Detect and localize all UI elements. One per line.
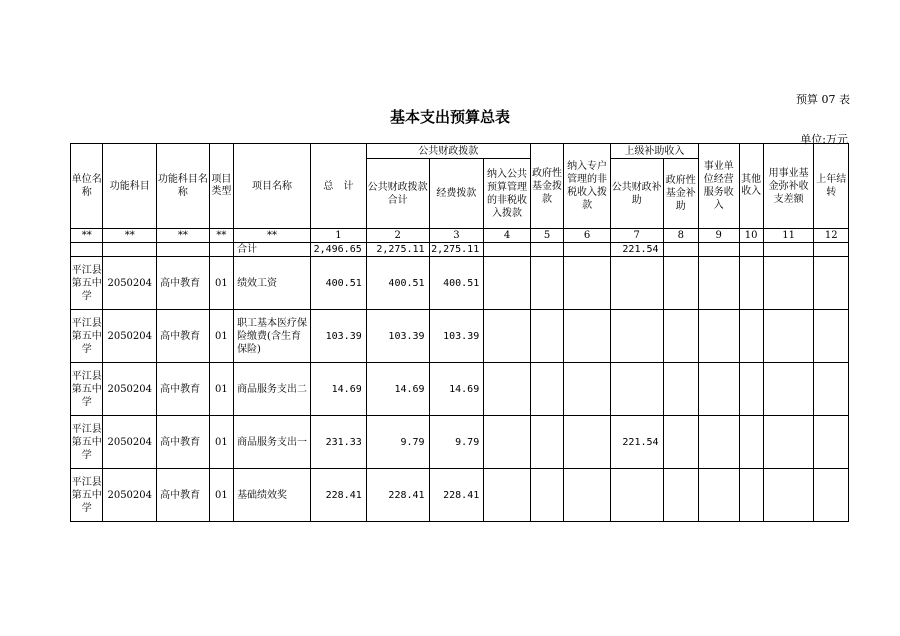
col-number: 3 bbox=[429, 229, 484, 243]
funding-cell: 103.39 bbox=[429, 310, 484, 363]
func-code-cell: 2050204 bbox=[103, 257, 157, 310]
mark-cell: ** bbox=[103, 229, 157, 243]
func-code-cell: 2050204 bbox=[103, 469, 157, 522]
total-amount: 2,496.65 bbox=[311, 243, 367, 257]
header-func-name: 功能科目名称 bbox=[157, 144, 210, 229]
header-business-income: 事业单位经营服务收入 bbox=[698, 144, 739, 229]
public-total-cell: 103.39 bbox=[366, 310, 429, 363]
funding-cell: 228.41 bbox=[429, 469, 484, 522]
header-func-code: 功能科目 bbox=[103, 144, 157, 229]
header-item-name: 项目名称 bbox=[234, 144, 311, 229]
table-row bbox=[71, 310, 849, 363]
header-unit-name: 单位名称 bbox=[71, 144, 103, 229]
func-name-cell: 高中教育 bbox=[157, 469, 210, 522]
mark-cell: ** bbox=[234, 229, 311, 243]
header-public-finance: 公共财政拨款 bbox=[366, 144, 530, 159]
unit-name-cell: 平江县第五中学 bbox=[71, 416, 103, 469]
total-funding: 2,275.11 bbox=[429, 243, 484, 257]
item-name-cell: 商品服务支出一 bbox=[234, 416, 311, 469]
item-name-cell: 职工基本医疗保险缴费(含生育保险) bbox=[234, 310, 311, 363]
header-special-non-tax: 纳入专户管理的非税收入拨款 bbox=[564, 144, 611, 229]
public-total-cell: 400.51 bbox=[366, 257, 429, 310]
col-number: 5 bbox=[530, 229, 563, 243]
unit-name-cell: 平江县第五中学 bbox=[71, 469, 103, 522]
header-other-income: 其他收入 bbox=[739, 144, 763, 229]
public-subsidy-cell bbox=[610, 469, 663, 522]
mark-cell: ** bbox=[157, 229, 210, 243]
public-subsidy-cell bbox=[610, 310, 663, 363]
col-number: 7 bbox=[610, 229, 663, 243]
item-type-cell: 01 bbox=[209, 469, 233, 522]
unit-name-cell: 平江县第五中学 bbox=[71, 257, 103, 310]
func-name-cell: 高中教育 bbox=[157, 257, 210, 310]
total-public-finance: 2,275.11 bbox=[366, 243, 429, 257]
table-row bbox=[71, 257, 849, 310]
func-code-cell: 2050204 bbox=[103, 416, 157, 469]
table-row bbox=[71, 416, 849, 469]
total-row bbox=[71, 243, 849, 257]
col-number: 2 bbox=[366, 229, 429, 243]
col-number: 11 bbox=[763, 229, 814, 243]
funding-cell: 14.69 bbox=[429, 363, 484, 416]
col-number: 4 bbox=[484, 229, 531, 243]
budget-table bbox=[70, 143, 849, 522]
unit-label: 单位:万元 bbox=[800, 133, 848, 146]
item-type-cell: 01 bbox=[209, 363, 233, 416]
item-type-cell: 01 bbox=[209, 310, 233, 363]
header-superior-subsidy: 上级补助收入 bbox=[610, 144, 698, 159]
item-type-cell: 01 bbox=[209, 257, 233, 310]
table-row bbox=[71, 469, 849, 522]
func-code-cell: 2050204 bbox=[103, 310, 157, 363]
total-label: 合计 bbox=[234, 243, 311, 257]
total-public-subsidy: 221.54 bbox=[610, 243, 663, 257]
mark-cell: ** bbox=[71, 229, 103, 243]
total-cell: 400.51 bbox=[311, 257, 367, 310]
col-number: 6 bbox=[564, 229, 611, 243]
public-total-cell: 228.41 bbox=[366, 469, 429, 522]
unit-name-cell: 平江县第五中学 bbox=[71, 363, 103, 416]
col-number: 1 bbox=[311, 229, 367, 243]
header-public-subsidy: 公共财政补助 bbox=[610, 159, 663, 229]
page-title: 基本支出预算总表 bbox=[389, 108, 510, 126]
form-number: 预算 07 表 bbox=[796, 93, 850, 106]
item-name-cell: 商品服务支出二 bbox=[234, 363, 311, 416]
total-cell: 103.39 bbox=[311, 310, 367, 363]
unit-name-cell: 平江县第五中学 bbox=[71, 310, 103, 363]
func-name-cell: 高中教育 bbox=[157, 363, 210, 416]
public-subsidy-cell bbox=[610, 257, 663, 310]
column-number-row bbox=[71, 229, 849, 243]
public-total-cell: 14.69 bbox=[366, 363, 429, 416]
header-non-tax-budget: 纳入公共预算管理的非税收入拨款 bbox=[484, 159, 531, 229]
table-row bbox=[71, 363, 849, 416]
header-gov-fund: 政府性基金拨款 bbox=[530, 144, 563, 229]
total-cell: 228.41 bbox=[311, 469, 367, 522]
col-number: 10 bbox=[739, 229, 763, 243]
header-carryover: 上年结转 bbox=[814, 144, 849, 229]
header-gov-fund-subsidy: 政府性基金补助 bbox=[663, 159, 698, 229]
public-total-cell: 9.79 bbox=[366, 416, 429, 469]
total-cell: 14.69 bbox=[311, 363, 367, 416]
func-name-cell: 高中教育 bbox=[157, 416, 210, 469]
funding-cell: 9.79 bbox=[429, 416, 484, 469]
col-number: 9 bbox=[698, 229, 739, 243]
funding-cell: 400.51 bbox=[429, 257, 484, 310]
header-row-1 bbox=[71, 144, 849, 159]
header-item-type: 项目类型 bbox=[209, 144, 233, 229]
func-code-cell: 2050204 bbox=[103, 363, 157, 416]
public-subsidy-cell: 221.54 bbox=[610, 416, 663, 469]
header-fund-cover: 用事业基金弥补收支差额 bbox=[763, 144, 814, 229]
func-name-cell: 高中教育 bbox=[157, 310, 210, 363]
col-number: 8 bbox=[663, 229, 698, 243]
public-subsidy-cell bbox=[610, 363, 663, 416]
item-type-cell: 01 bbox=[209, 416, 233, 469]
col-number: 12 bbox=[814, 229, 849, 243]
item-name-cell: 绩效工资 bbox=[234, 257, 311, 310]
item-name-cell: 基础绩效奖 bbox=[234, 469, 311, 522]
header-total: 总 计 bbox=[311, 144, 367, 229]
header-funding: 经费拨款 bbox=[429, 159, 484, 229]
header-public-finance-total: 公共财政拨款合计 bbox=[366, 159, 429, 229]
mark-cell: ** bbox=[209, 229, 233, 243]
total-cell: 231.33 bbox=[311, 416, 367, 469]
